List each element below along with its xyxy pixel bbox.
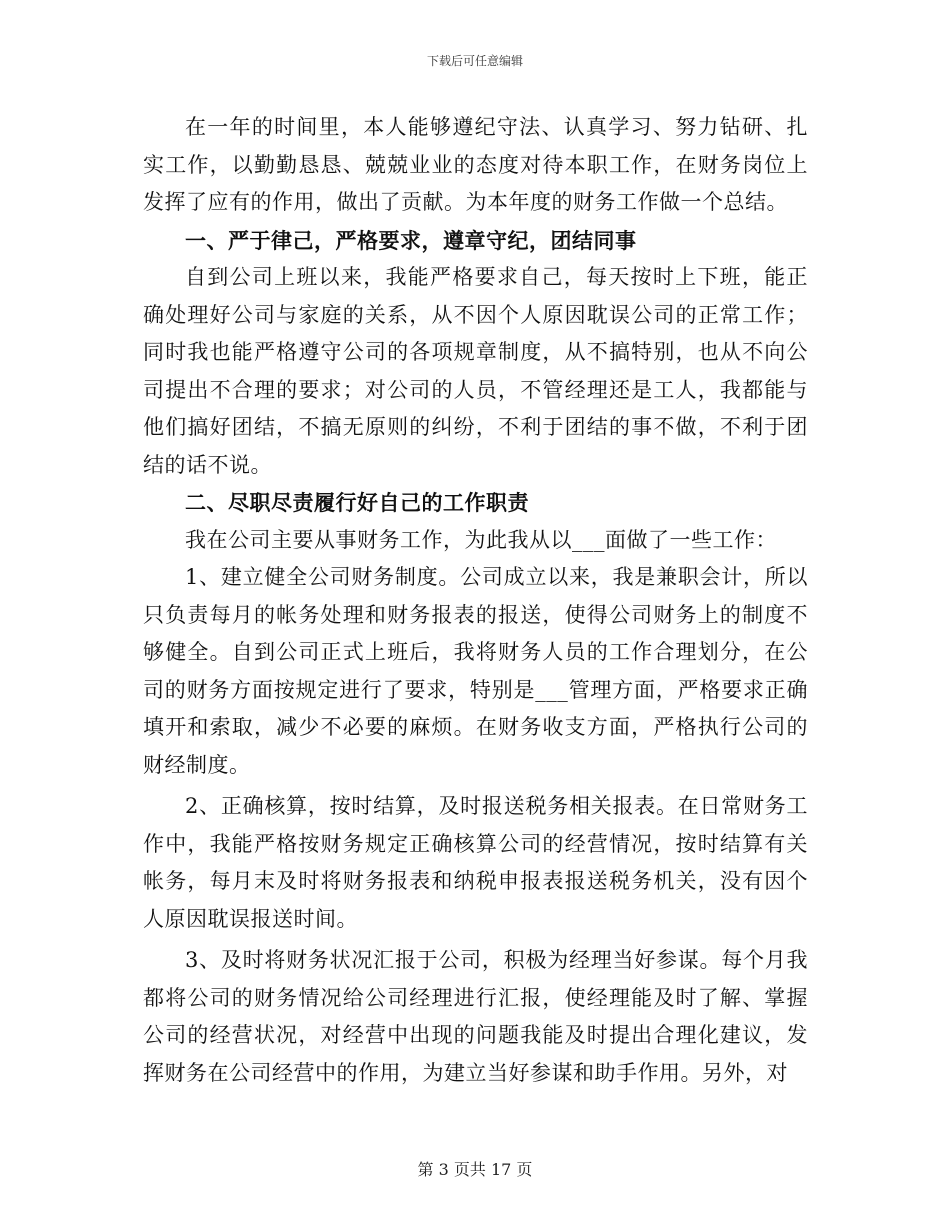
page-header: 下载后可任意编辑 xyxy=(426,54,523,68)
document-body xyxy=(143,109,808,1092)
section-heading-2: 二、尽职尽责履行好自己的工作职责 xyxy=(185,490,529,515)
item-1-paragraph: 1、建立健全公司财务制度。公司成立以来，我是兼职会计，所以只负责每月的帐务处理和财务报表的报送，使得公司财务上的制度不够健全。自到公司正式上班后，我将财务人员的工作合理划分，在公司的财务方面按规定进行了要求，特别是___管理方面，严格要求正确填开和索取，减少不必要的麻烦。在财务收支方面，严格执行公司的财经制度。 xyxy=(143,565,808,777)
section-heading-1: 一、严于律己，严格要求，遵章守纪，团结同事 xyxy=(185,227,637,253)
item-3-paragraph: 3、及时将财务状况汇报于公司，积极为经理当好参谋。每个月我都将公司的财务情况给公司经理进行汇报，使经理能及时了解、掌握公司的经营状况，对经营中出现的问题我能及时提出合理化建议，发挥财务在公司经营中的作用，为建立当好参谋和助手作用。另外，对 xyxy=(143,948,808,1085)
section-2-intro-paragraph: 我在公司主要从事财务工作，为此我从以___面做了一些工作： xyxy=(185,527,777,552)
page-footer: 第 3 页共 17 页 xyxy=(417,1160,533,1179)
item-2-paragraph: 2、正确核算，按时结算，及时报送税务相关报表。在日常财务工作中，我能严格按财务规定正确核算公司的经营情况，按时结算有关帐务，每月末及时将财务报表和纳税申报表报送税务机关，没有因个人原因耽误报送时间。 xyxy=(143,794,808,931)
intro-paragraph: 在一年的时间里，本人能够遵纪守法、认真学习、努力钻研、扎实工作，以勤勤恳恳、兢兢业业的态度对待本职工作，在财务岗位上发挥了应有的作用，做出了贡献。为本年度的财务工作做一个总结。 xyxy=(143,115,808,214)
section-1-paragraph: 自到公司上班以来，我能严格要求自己，每天按时上下班，能正确处理好公司与家庭的关系，从不因个人原因耽误公司的正常工作；同时我也能严格遵守公司的各项规章制度，从不搞特别，也从不向公司提出不合理的要求；对公司的人员，不管经理还是工人，我都能与他们搞好团结，不搞无原则的纠纷，不利于团结的事不做，不利于团结的话不说。 xyxy=(143,265,808,477)
